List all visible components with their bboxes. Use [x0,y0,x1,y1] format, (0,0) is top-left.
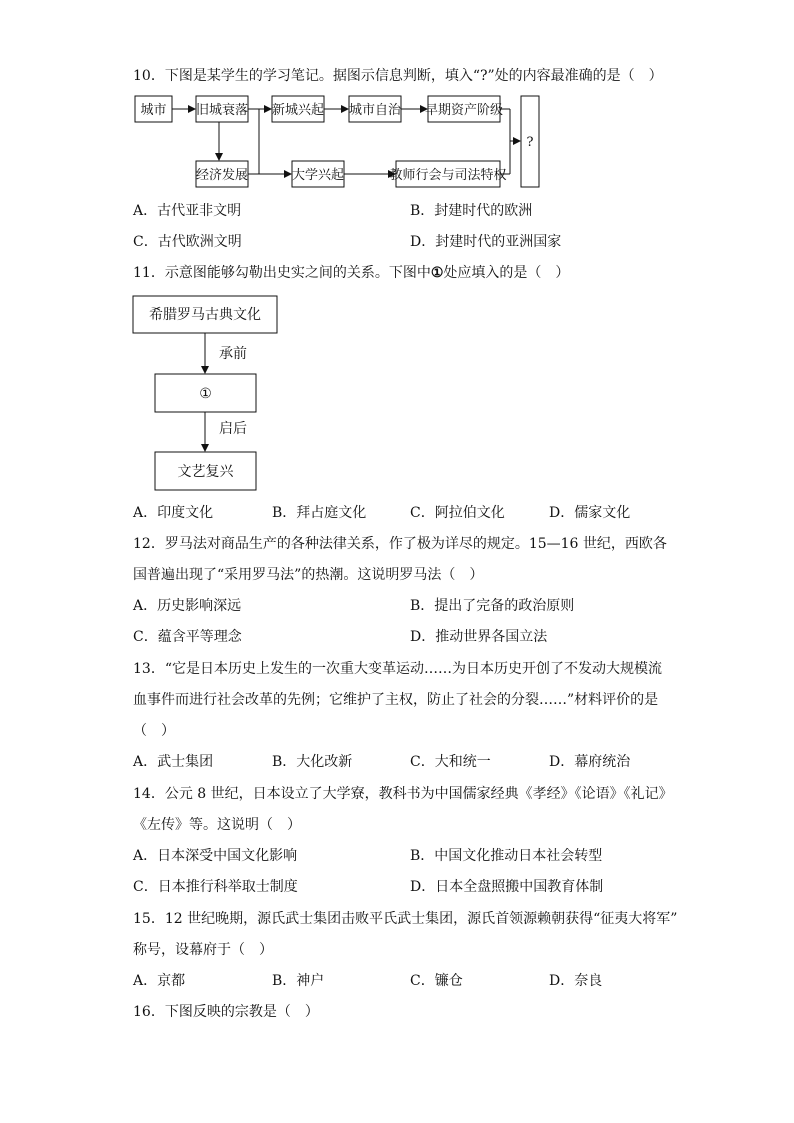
q11-relation-diagram [0,290,794,500]
q11-option-b[interactable]: B．拜占庭文化 [272,505,367,521]
q10-option-a[interactable]: A．古代亚非文明 [133,203,242,219]
q10-label-question: ? [526,135,534,150]
q11-label-middle: ① [199,386,212,402]
q10-label-autonomy: 城市自治 [348,103,402,118]
q11-label-arrow2: 启后 [219,421,247,437]
q14-option-b[interactable]: B．中国文化推动日本社会转型 [410,848,603,864]
q10-stem: 10．下图是某学生的学习笔记。据图示信息判断，填入“?”处的内容最准确的是（ ） [133,68,663,84]
q13-stem-line3: （ ） [133,723,175,739]
q11-label-arrow1: 承前 [219,346,247,362]
q11-option-c[interactable]: C．阿拉伯文化 [410,505,505,521]
q12-stem-line2: 国普遍出现了“采用罗马法”的热潮。这说明罗马法（ ） [133,567,484,583]
q14-option-d[interactable]: D．日本全盘照搬中国教育体制 [410,879,604,895]
q14-stem-line1: 14．公元 8 世纪，日本设立了大学寮，教科书为中国儒家经典《孝经》《论语》《礼记》 [133,786,673,802]
q13-stem-line2: 血事件而进行社会改革的先例；它维护了主权，防止了社会的分裂……”材料评价的是 [133,692,659,708]
q13-option-b[interactable]: B．大化改新 [272,754,353,770]
q15-option-c[interactable]: C．镰仓 [410,973,463,989]
q15-option-a[interactable]: A．京都 [133,973,186,989]
q14-option-c[interactable]: C．日本推行科举取士制度 [133,879,298,895]
q10-label-economy: 经济发展 [195,168,249,183]
q10-flow-diagram [0,88,794,288]
q12-option-d[interactable]: D．推动世界各国立法 [410,629,548,645]
q11-label-bottom: 文艺复兴 [177,464,234,480]
q15-stem-line1: 15．12 世纪晚期，源氏武士集团击败平氏武士集团，源氏首领源赖朝获得“征夷大将军” [133,911,678,927]
q15-stem-line2: 称号，设幕府于（ ） [133,942,273,958]
q11-label-top: 希腊罗马古典文化 [149,307,261,323]
q12-option-c[interactable]: C．蕴含平等理念 [133,629,242,645]
q13-option-a[interactable]: A．武士集团 [133,754,214,770]
q10-label-city: 城市 [140,103,167,118]
q14-stem-line2: 《左传》等。这说明（ ） [133,817,301,833]
q12-option-b[interactable]: B．提出了完备的政治原则 [410,598,575,614]
q10-label-old-decline: 旧城衰落 [195,103,249,118]
q10-option-c[interactable]: C．古代欧洲文明 [133,234,242,250]
q10-option-d[interactable]: D．封建时代的亚洲国家 [410,234,562,250]
q15-option-d[interactable]: D．奈良 [549,973,603,989]
q11-option-d[interactable]: D．儒家文化 [549,505,631,521]
q10-label-bourgeoisie: 早期资产阶级 [424,103,504,118]
q11-stem [133,263,569,283]
q11-stem-after: 处应填入的是（ ） [443,265,570,281]
q11-option-a[interactable]: A．印度文化 [133,505,214,521]
q13-option-c[interactable]: C．大和统一 [410,754,491,770]
q11-stem-before: 11．示意图能够勾勒出史实之间的关系。下图中 [133,265,431,281]
q12-option-a[interactable]: A．历史影响深远 [133,598,242,614]
q10-label-new-rise: 新城兴起 [271,103,325,118]
q15-option-b[interactable]: B．神户 [272,973,325,989]
q10-label-guild: 教师行会与司法特权 [389,168,507,183]
q11-circle-marker: ① [430,265,444,281]
q10-option-b[interactable]: B．封建时代的欧洲 [410,203,533,219]
q13-stem-line1: 13．“它是日本历史上发生的一次重大变革运动……为日本历史开创了不发动大规模流 [133,661,662,677]
q14-option-a[interactable]: A．日本深受中国文化影响 [133,848,298,864]
q13-option-d[interactable]: D．幕府统治 [549,754,631,770]
q16-stem: 16．下图反映的宗教是（ ） [133,1004,319,1020]
q10-label-university: 大学兴起 [291,168,345,183]
q12-stem-line1: 12．罗马法对商品生产的各种法律关系，作了极为详尽的规定。15—16 世纪，西欧各 [133,536,667,552]
